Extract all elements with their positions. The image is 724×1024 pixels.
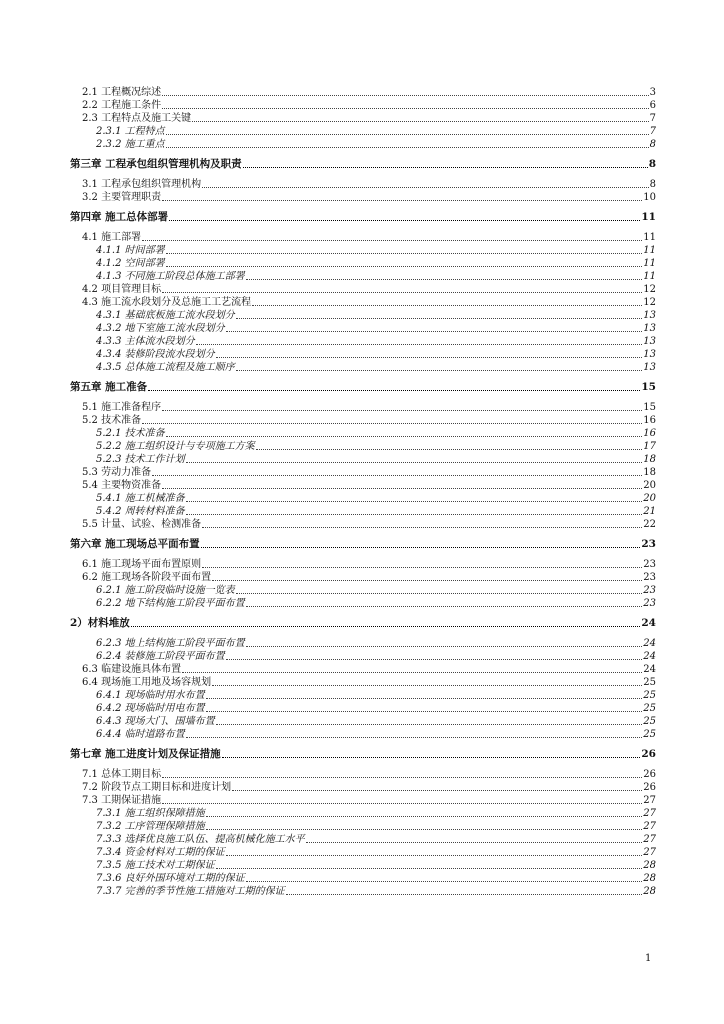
toc-entry-title: 4.3.3 主体流水段划分 [96, 336, 195, 347]
toc-entry-title: 6.4.1 现场临时用水布置 [96, 690, 205, 701]
dot-leader [246, 605, 643, 607]
dot-leader [216, 867, 643, 869]
toc-entry-page: 23 [643, 598, 656, 609]
dot-leader [226, 854, 643, 856]
toc-entry-page: 27 [643, 847, 656, 858]
toc-entry-title: 6.4 现场施工用地及场容规划 [82, 677, 212, 688]
toc-entry-title: 5.4 主要物资准备 [82, 480, 162, 491]
toc-entry-page: 12 [643, 297, 656, 308]
toc-entry-title: 3.1 工程承包组织管理机构 [82, 179, 202, 190]
toc-entry[interactable] [70, 794, 656, 807]
toc-entry[interactable] [70, 178, 656, 191]
toc-entry[interactable] [70, 571, 656, 584]
toc-chapter-entry[interactable] [70, 210, 656, 224]
toc-entry[interactable] [70, 401, 656, 414]
toc-entry[interactable] [70, 859, 656, 872]
dot-leader [131, 625, 641, 627]
toc-entry-page: 27 [643, 834, 656, 845]
toc-entry-page: 25 [643, 716, 656, 727]
toc-entry-title: 4.3.2 地下室施工流水段划分 [96, 323, 225, 334]
dot-leader [206, 710, 643, 712]
dot-leader [236, 317, 643, 319]
toc-entry-page: 27 [643, 808, 656, 819]
toc-entry-title: 4.1.1 时间部署 [96, 245, 165, 256]
toc-entry[interactable] [70, 138, 656, 151]
toc-entry[interactable] [70, 558, 656, 571]
toc-entry[interactable] [70, 309, 656, 322]
dot-leader [206, 828, 643, 830]
toc-entry-page: 3 [649, 87, 656, 98]
dot-leader [162, 94, 649, 96]
toc-entry-page: 16 [643, 415, 656, 426]
toc-entry-page: 25 [643, 703, 656, 714]
toc-entry[interactable] [70, 191, 656, 204]
toc-entry[interactable] [70, 768, 656, 781]
toc-entry-page: 26 [643, 782, 656, 793]
toc-entry-page: 25 [643, 677, 656, 688]
toc-entry-page: 16 [643, 428, 656, 439]
toc-entry-title: 2）材料堆放 [70, 617, 130, 629]
toc-entry[interactable] [70, 453, 656, 466]
toc-entry-page: 13 [643, 349, 656, 360]
toc-entry-page: 11 [643, 258, 656, 269]
toc-entry-page: 18 [643, 467, 656, 478]
toc-entry-page: 8 [648, 158, 656, 170]
toc-entry[interactable] [70, 296, 656, 309]
toc-entry-page: 25 [643, 729, 656, 740]
dot-leader [216, 356, 643, 358]
toc-entry[interactable] [70, 820, 656, 833]
toc-entry-page: 28 [643, 886, 656, 897]
toc-entry[interactable] [70, 715, 656, 728]
toc-entry-title: 6.2 施工现场各阶段平面布置 [82, 572, 212, 583]
toc-entry-page: 22 [643, 519, 656, 530]
toc-entry-title: 2.1 工程概况综述 [82, 87, 162, 98]
toc-entry[interactable] [70, 414, 656, 427]
dot-leader [246, 880, 643, 882]
toc-entry-title: 4.3.1 基础底板施工流水段划分 [96, 310, 235, 321]
toc-entry-page: 10 [643, 192, 656, 203]
dot-leader [152, 474, 642, 476]
toc-entry[interactable] [70, 885, 656, 898]
toc-entry-title: 4.1.2 空间部署 [96, 258, 165, 269]
toc-entry-page: 8 [649, 139, 656, 150]
dot-leader [252, 304, 642, 306]
dot-leader [236, 592, 643, 594]
dot-leader [166, 435, 643, 437]
toc-entry-title: 7.1 总体工期目标 [82, 769, 162, 780]
toc-entry-page: 23 [643, 559, 656, 570]
dot-leader [206, 815, 643, 817]
table-of-contents [70, 86, 656, 898]
toc-entry-title: 2.2 工程施工条件 [82, 100, 162, 111]
toc-chapter-entry[interactable] [70, 747, 656, 761]
toc-entry-title: 6.2.2 地下结构施工阶段平面布置 [96, 598, 245, 609]
toc-entry-title: 7.3.1 施工组织保障措施 [96, 808, 205, 819]
dot-leader [216, 723, 643, 725]
dot-leader [162, 487, 642, 489]
dot-leader [256, 448, 643, 450]
dot-leader [202, 526, 642, 528]
toc-entry[interactable] [70, 479, 656, 492]
toc-entry-page: 24 [641, 617, 656, 629]
dot-leader [186, 513, 643, 515]
toc-entry-title: 7.2 阶段节点工期目标和进度计划 [82, 782, 232, 793]
toc-entry[interactable] [70, 99, 656, 112]
toc-entry[interactable] [70, 663, 656, 676]
toc-entry[interactable] [70, 335, 656, 348]
toc-entry-title: 7.3.5 施工技术对工期保证 [96, 860, 215, 871]
dot-leader [166, 265, 643, 267]
toc-entry-page: 23 [643, 572, 656, 583]
toc-entry-page: 20 [643, 493, 656, 504]
toc-entry-page: 15 [641, 381, 656, 393]
toc-entry[interactable] [70, 584, 656, 597]
toc-entry[interactable] [70, 427, 656, 440]
toc-entry[interactable] [70, 505, 656, 518]
toc-entry-page: 23 [641, 538, 656, 550]
toc-entry-title: 5.4.1 施工机械准备 [96, 493, 185, 504]
toc-entry-title: 6.2.1 施工阶段临时设施一览表 [96, 585, 235, 596]
toc-entry-page: 7 [649, 113, 656, 124]
dot-leader [162, 291, 642, 293]
toc-entry[interactable] [70, 86, 656, 99]
toc-entry-title: 6.2.3 地上结构施工阶段平面布置 [96, 638, 245, 649]
toc-entry-title: 6.4.2 现场临时用电布置 [96, 703, 205, 714]
page-number: 1 [645, 953, 652, 964]
dot-leader [226, 330, 643, 332]
toc-entry-title: 2.3 工程特点及施工关键 [82, 113, 192, 124]
toc-entry[interactable] [70, 257, 656, 270]
dot-leader [162, 776, 642, 778]
dot-leader [196, 343, 643, 345]
toc-entry-page: 24 [643, 651, 656, 662]
toc-chapter-entry[interactable] [70, 157, 656, 171]
toc-entry-title: 4.1.3 不同施工阶段总体施工部署 [96, 271, 245, 282]
toc-entry[interactable] [70, 689, 656, 702]
toc-entry-title: 4.2 项目管理目标 [82, 284, 162, 295]
dot-leader [166, 133, 649, 135]
toc-entry-title: 5.4.2 周转材料准备 [96, 506, 185, 517]
toc-entry-title: 6.2.4 装修施工阶段平面布置 [96, 651, 225, 662]
toc-entry-page: 18 [643, 454, 656, 465]
toc-entry-page: 11 [643, 271, 656, 282]
toc-entry[interactable] [70, 728, 656, 741]
toc-entry[interactable] [70, 348, 656, 361]
toc-entry-title: 7.3.4 资金材料对工期的保证 [96, 847, 225, 858]
toc-entry[interactable] [70, 270, 656, 283]
dot-leader [202, 186, 649, 188]
toc-entry[interactable] [70, 440, 656, 453]
dot-leader [192, 120, 649, 122]
toc-entry-page: 26 [643, 769, 656, 780]
dot-leader [246, 645, 643, 647]
toc-entry-page: 15 [643, 402, 656, 413]
toc-entry-title: 4.3.5 总体施工流程及施工顺序 [96, 362, 235, 373]
toc-entry-title: 4.3 施工流水段划分及总施工工艺流程 [82, 297, 252, 308]
toc-entry-title: 第四章 施工总体部署 [70, 211, 169, 223]
toc-entry[interactable] [70, 466, 656, 479]
toc-entry[interactable] [70, 361, 656, 374]
toc-entry[interactable] [70, 872, 656, 885]
toc-entry-title: 6.4.3 现场大门、围墙布置 [96, 716, 215, 727]
toc-entry-page: 13 [643, 323, 656, 334]
toc-entry[interactable] [70, 676, 656, 689]
toc-entry-title: 2.3.2 施工重点 [96, 139, 165, 150]
dot-leader [286, 893, 643, 895]
toc-entry[interactable] [70, 125, 656, 138]
dot-leader [212, 684, 642, 686]
toc-chapter-entry[interactable] [70, 537, 656, 551]
toc-entry-page: 24 [643, 638, 656, 649]
toc-entry-page: 20 [643, 480, 656, 491]
dot-leader [246, 278, 643, 280]
dot-leader [212, 579, 642, 581]
toc-entry-title: 5.3 劳动力准备 [82, 467, 152, 478]
toc-entry[interactable] [70, 650, 656, 663]
toc-entry-title: 第五章 施工准备 [70, 381, 148, 393]
toc-entry-page: 25 [643, 690, 656, 701]
dot-leader [243, 166, 648, 168]
toc-entry[interactable] [70, 518, 656, 531]
toc-entry-title: 5.2.2 施工组织设计与专项施工方案 [96, 441, 255, 452]
dot-leader [162, 802, 642, 804]
dot-leader [186, 736, 643, 738]
toc-entry-title: 6.3 临建设施具体布置 [82, 664, 182, 675]
dot-leader [186, 461, 643, 463]
toc-entry[interactable] [70, 492, 656, 505]
toc-entry-title: 7.3.6 良好外围环境对工期的保证 [96, 873, 245, 884]
dot-leader [202, 566, 642, 568]
toc-entry-page: 8 [649, 179, 656, 190]
toc-entry-page: 17 [643, 441, 656, 452]
toc-entry-title: 7.3.7 完善的季节性施工措施对工期的保证 [96, 886, 285, 897]
toc-entry-page: 13 [643, 336, 656, 347]
toc-entry-page: 26 [641, 748, 656, 760]
dot-leader [169, 219, 640, 221]
toc-entry-title: 2.3.1 工程特点 [96, 126, 165, 137]
toc-entry-title: 7.3.2 工序管理保障措施 [96, 821, 205, 832]
toc-entry[interactable] [70, 244, 656, 257]
toc-entry-title: 5.2.1 技术准备 [96, 428, 165, 439]
toc-chapter-entry[interactable] [70, 616, 656, 630]
toc-entry[interactable] [70, 283, 656, 296]
toc-entry-page: 13 [643, 310, 656, 321]
toc-entry-title: 6.4.4 临时道路布置 [96, 729, 185, 740]
toc-entry-page: 6 [649, 100, 656, 111]
dot-leader [142, 239, 642, 241]
dot-leader [166, 146, 649, 148]
toc-entry-title: 第六章 施工现场总平面布置 [70, 538, 200, 550]
toc-entry-title: 4.1 施工部署 [82, 232, 142, 243]
toc-entry-title: 7.3.3 选择优良施工队伍、提高机械化施工水平 [96, 834, 305, 845]
toc-entry-title: 第七章 施工进度计划及保证措施 [70, 748, 221, 760]
toc-entry-page: 27 [643, 795, 656, 806]
toc-entry-page: 23 [643, 585, 656, 596]
toc-entry-title: 3.2 主要管理职责 [82, 192, 162, 203]
dot-leader [162, 199, 642, 201]
toc-entry[interactable] [70, 846, 656, 859]
toc-entry-page: 28 [643, 860, 656, 871]
toc-entry-title: 5.5 计量、试验、检测准备 [82, 519, 202, 530]
dot-leader [182, 671, 642, 673]
dot-leader [232, 789, 642, 791]
toc-entry-title: 5.2 技术准备 [82, 415, 142, 426]
toc-entry[interactable] [70, 781, 656, 794]
toc-entry-page: 11 [643, 245, 656, 256]
dot-leader [222, 756, 641, 758]
dot-leader [236, 369, 643, 371]
toc-entry-title: 6.1 施工现场平面布置原则 [82, 559, 202, 570]
toc-entry-page: 11 [643, 232, 656, 243]
toc-entry-page: 24 [643, 664, 656, 675]
dot-leader [162, 107, 649, 109]
toc-chapter-entry[interactable] [70, 380, 656, 394]
dot-leader [148, 389, 640, 391]
toc-entry-title: 第三章 工程承包组织管理机构及职责 [70, 158, 242, 170]
toc-entry[interactable] [70, 597, 656, 610]
toc-entry-title: 7.3 工期保证措施 [82, 795, 162, 806]
dot-leader [226, 658, 643, 660]
toc-entry[interactable] [70, 833, 656, 846]
toc-entry[interactable] [70, 112, 656, 125]
toc-entry-page: 11 [641, 211, 656, 223]
dot-leader [186, 500, 643, 502]
toc-entry-page: 13 [643, 362, 656, 373]
dot-leader [201, 546, 641, 548]
toc-entry-page: 12 [643, 284, 656, 295]
toc-entry-title: 5.2.3 技术工作计划 [96, 454, 185, 465]
toc-entry-page: 28 [643, 873, 656, 884]
toc-entry[interactable] [70, 702, 656, 715]
toc-entry-page: 21 [643, 506, 656, 517]
toc-entry-page: 7 [649, 126, 656, 137]
toc-entry[interactable] [70, 322, 656, 335]
dot-leader [306, 841, 643, 843]
dot-leader [206, 697, 643, 699]
toc-entry[interactable] [70, 231, 656, 244]
toc-entry-page: 27 [643, 821, 656, 832]
toc-entry[interactable] [70, 637, 656, 650]
toc-entry-title: 5.1 施工准备程序 [82, 402, 162, 413]
toc-entry[interactable] [70, 807, 656, 820]
dot-leader [142, 422, 642, 424]
dot-leader [166, 252, 643, 254]
dot-leader [162, 409, 642, 411]
toc-entry-title: 4.3.4 装修阶段流水段划分 [96, 349, 215, 360]
